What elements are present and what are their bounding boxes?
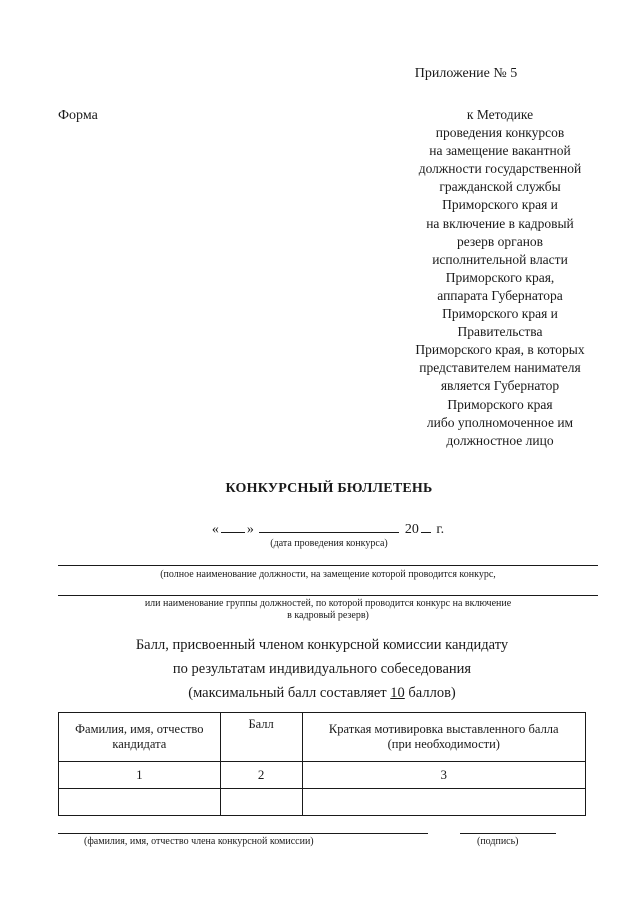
date-hint: (дата проведения конкурса) [270, 538, 388, 549]
reference-line: Приморского края [447, 396, 553, 412]
reference-line: на включение в кадровый [426, 215, 574, 231]
header-justification-line: Краткая мотивировка выставленного балла [328, 722, 559, 736]
column-number: 2 [220, 762, 302, 789]
document-title: КОНКУРСНЫЙ БЮЛЛЕТЕНЬ [225, 481, 433, 496]
appendix-title: Приложение № 5 [414, 66, 518, 81]
justification-cell[interactable] [302, 789, 585, 816]
score-caption-line-1: Балл, присвоенный членом конкурсной комиссии кандидату [135, 637, 509, 653]
table-number-row [59, 762, 586, 789]
reference-line: является Губернатор [440, 378, 560, 394]
reference-line: Приморского края и [442, 306, 558, 322]
position-line-1[interactable] [58, 565, 598, 566]
year-suffix: г. [436, 522, 445, 537]
max-score-prefix: (максимальный балл составляет [188, 685, 387, 701]
score-caption-line-3 [0, 685, 640, 702]
header-candidate-name-line: Фамилия, имя, отчество [75, 722, 204, 736]
header-score-line: Балл [248, 717, 274, 731]
reference-line: аппарата Губернатора [437, 287, 563, 303]
date-field [0, 518, 640, 538]
reference-line: к Методике [466, 107, 534, 122]
reference-line: Правительства [457, 324, 543, 340]
position-line-2[interactable] [58, 595, 598, 596]
header-justification-line: (при необходимости) [387, 737, 500, 751]
header-candidate-name-line: кандидата [112, 737, 167, 751]
column-number: 1 [59, 762, 221, 789]
max-score-value: 10 [390, 685, 405, 701]
reference-line: гражданской службы [439, 179, 561, 195]
reference-line: представителем нанимателя [419, 360, 581, 376]
year-prefix: 20 [404, 522, 419, 537]
position-hint-1: (полное наименование должности, на замещение которой проводится конкурс, [160, 569, 496, 580]
reference-line: на замещение вакантной [429, 143, 571, 159]
reference-line: исполнительной власти [432, 251, 568, 267]
day-blank[interactable] [221, 518, 245, 533]
max-score-suffix: баллов) [408, 685, 456, 701]
position-hint-2-line: или наименование группы должностей, по которой проводится конкурс на включение [144, 598, 512, 609]
position-hint-2 [58, 598, 598, 622]
month-blank[interactable] [259, 518, 399, 533]
header-score [220, 713, 302, 762]
table-header-row [59, 713, 586, 762]
score-table [58, 712, 586, 816]
quote-open: « [211, 522, 219, 537]
reference-line: должности государственной [418, 161, 582, 177]
column-number: 3 [302, 762, 585, 789]
score-cell[interactable] [220, 789, 302, 816]
signature-hint: (подпись) [477, 836, 519, 847]
table-row [59, 789, 586, 816]
member-name-line[interactable] [58, 833, 428, 834]
reference-line: Приморского края и [442, 197, 558, 213]
member-name-hint: (фамилия, имя, отчество члена конкурсной комиссии) [84, 836, 314, 847]
header-candidate-name [59, 713, 221, 762]
candidate-name-cell[interactable] [59, 789, 221, 816]
reference-line: должностное лицо [446, 432, 554, 448]
year-blank[interactable] [421, 518, 431, 533]
quote-close: » [246, 522, 254, 537]
reference-line: либо уполномоченное им [426, 414, 574, 430]
reference-line: проведения конкурсов [435, 125, 565, 141]
signature-line[interactable] [460, 833, 556, 834]
score-caption-line-2: по результатам индивидуального собеседования [172, 661, 472, 677]
reference-line: Приморского края, [445, 269, 555, 285]
reference-line: Приморского края, в которых [415, 342, 585, 358]
methodology-reference [340, 106, 640, 450]
reference-line: резерв органов [456, 233, 544, 249]
header-justification [302, 713, 585, 762]
form-label: Форма [58, 108, 98, 123]
position-hint-2-line: в кадровый резерв) [287, 610, 369, 621]
